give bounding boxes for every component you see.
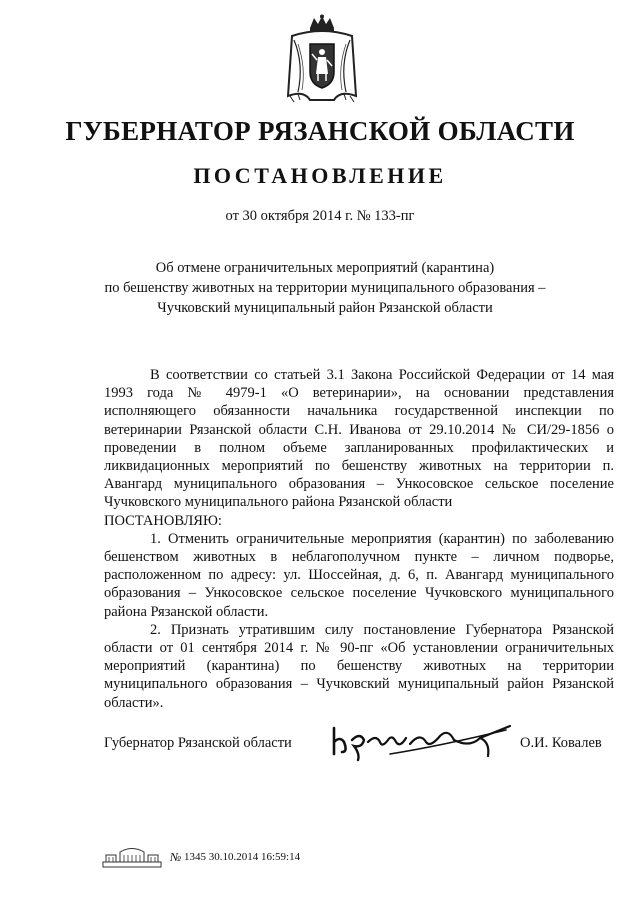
document-date-number: от 30 октября 2014 г. № 133-пг bbox=[225, 208, 415, 224]
coat-of-arms-icon bbox=[284, 14, 360, 104]
clause-2: 2. Признать утратившим силу постановление Губернатора Рязанской области от 01 сентября 2014 г. № 90-пг «Об установлении ограничительных мероприятий (карантина) по бешенству животных на территории муниципального образования – Чучковский муниципальный район Рязанской области». bbox=[104, 621, 614, 711]
preamble-paragraph: В соответствии со статьей 3.1 Закона Российской Федерации от 14 мая 1993 года № 4979-1 «О ветеринарии», на основании представления исполняющего обязанности начальника государственной инспекции по ветеринарии Рязанской области С.Н. Иванова от 29.10.2014 № СИ/29-1856 о проведении в полном объеме запланированных профилактических и ликвидационных мероприятий по бешенству животных на территории п. Авангард муниципального образования – Ункосовское сельское поселение Чучковского муниципального района Рязанской области bbox=[104, 367, 614, 511]
subject-line: Об отмене ограничительных мероприятий (карантина) bbox=[155, 260, 495, 276]
signatory-name: О.И. Ковалев bbox=[520, 735, 602, 751]
document-body bbox=[104, 366, 614, 712]
subject-line: по бешенству животных на территории муниципального образования – bbox=[104, 280, 546, 296]
registration-mark: № bbox=[170, 850, 182, 864]
building-stamp-icon bbox=[102, 846, 162, 868]
issuer-title: ГУБЕРНАТОР РЯЗАНСКОЙ ОБЛАСТИ bbox=[65, 116, 575, 146]
registration-info: 1345 30.10.2014 16:59:14 bbox=[184, 851, 301, 863]
clause-1: 1. Отменить ограничительные мероприятия (карантин) по заболеванию бешенством животных в неблагополучном пункте – личном подворье, расположенном по адресу: ул. Шоссейная, д. 6, п. Авангард муниципального образования – Ункосовское сельское поселение Чучковского муниципального района Рязанской области. bbox=[104, 530, 614, 620]
document-type: ПОСТАНОВЛЕНИЕ bbox=[193, 163, 447, 188]
subject-line: Чучковский муниципальный район Рязанской области bbox=[157, 300, 493, 316]
decree-word: ПОСТАНОВЛЯЮ: bbox=[104, 512, 222, 529]
handwritten-signature bbox=[330, 718, 515, 762]
signatory-title: Губернатор Рязанской области bbox=[104, 735, 292, 751]
document-subject bbox=[90, 258, 560, 318]
signature-block bbox=[0, 716, 640, 766]
